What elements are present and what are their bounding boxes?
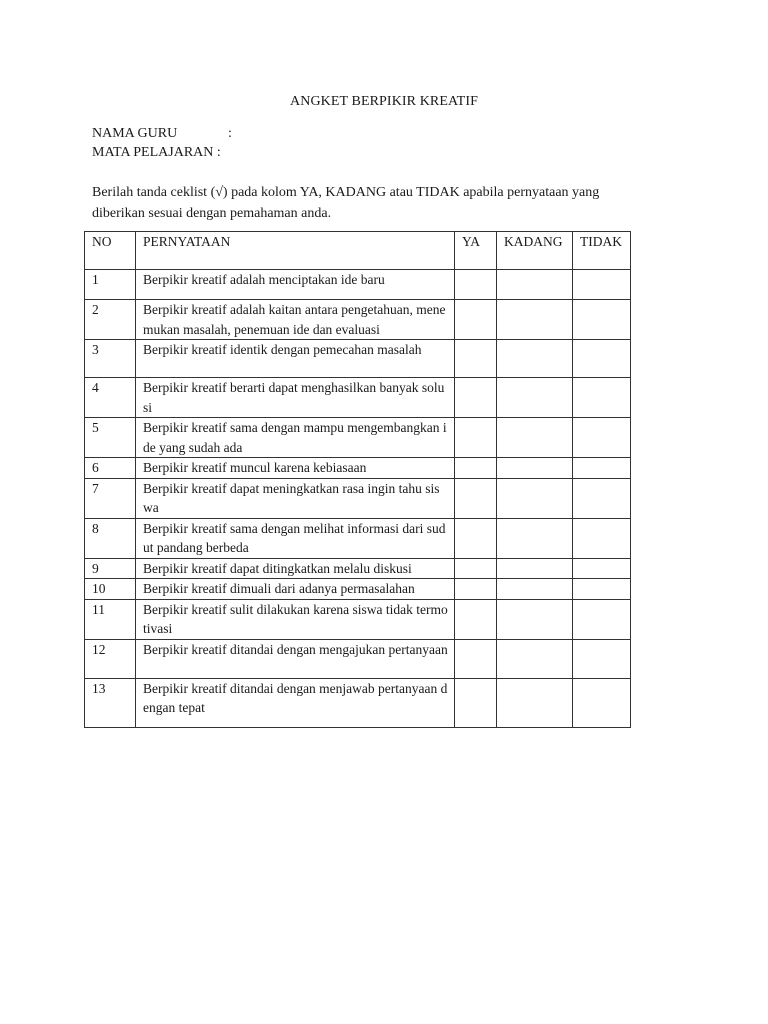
row-statement: Berpikir kreatif adalah kaitan antara pengetahuan, menemukan masalah, penemuan ide dan evaluasi [136,300,455,340]
answer-cell-tidak[interactable] [573,378,631,418]
answer-cell-ya[interactable] [455,579,497,600]
table-row [85,378,631,418]
answer-cell-kadang[interactable] [497,558,573,579]
answer-cell-ya[interactable] [455,270,497,300]
answer-cell-tidak[interactable] [573,340,631,378]
answer-cell-tidak[interactable] [573,558,631,579]
row-statement: Berpikir kreatif sama dengan mampu mengembangkan ide yang sudah ada [136,418,455,458]
answer-cell-tidak[interactable] [573,599,631,639]
row-statement: Berpikir kreatif ditandai dengan mengajukan pertanyaan [136,639,455,678]
instruction-text: Berilah tanda ceklist (√) pada kolom YA, KADANG atau TIDAK apabila pernyataan yang diberikan sesuai dengan pemahaman anda. [92,185,600,221]
survey-table [84,231,631,728]
document-title: ANGKET BERPIKIR KREATIF [290,94,478,109]
table-row [85,678,631,727]
row-statement: Berpikir kreatif dapat meningkatkan rasa ingin tahu siswa [136,478,455,518]
answer-cell-ya[interactable] [455,678,497,727]
row-number: 3 [85,340,136,378]
answer-cell-tidak[interactable] [573,458,631,479]
row-number: 7 [85,478,136,518]
answer-cell-tidak[interactable] [573,418,631,458]
answer-cell-tidak[interactable] [573,518,631,558]
teacher-name-field [92,124,232,143]
row-statement: Berpikir kreatif adalah menciptakan ide baru [136,270,455,300]
answer-cell-ya[interactable] [455,639,497,678]
table-row [85,458,631,479]
subject-field [92,143,221,162]
answer-cell-ya[interactable] [455,599,497,639]
answer-cell-kadang[interactable] [497,458,573,479]
answer-cell-ya[interactable] [455,478,497,518]
answer-cell-kadang[interactable] [497,270,573,300]
header-ya: YA [455,232,497,270]
answer-cell-tidak[interactable] [573,678,631,727]
teacher-name-label: NAMA GURU [92,126,178,141]
row-statement: Berpikir kreatif sulit dilakukan karena siswa tidak termotivasi [136,599,455,639]
row-number: 5 [85,418,136,458]
answer-cell-tidak[interactable] [573,639,631,678]
answer-cell-ya[interactable] [455,418,497,458]
table-row [85,639,631,678]
table-header-row [85,232,631,270]
row-statement: Berpikir kreatif muncul karena kebiasaan [136,458,455,479]
answer-cell-ya[interactable] [455,340,497,378]
header-kadang: KADANG [497,232,573,270]
answer-cell-ya[interactable] [455,378,497,418]
answer-cell-kadang[interactable] [497,518,573,558]
answer-cell-kadang[interactable] [497,599,573,639]
row-statement: Berpikir kreatif identik dengan pemecahan masalah [136,340,455,378]
row-number: 4 [85,378,136,418]
answer-cell-ya[interactable] [455,458,497,479]
table-row [85,518,631,558]
row-number: 1 [85,270,136,300]
answer-cell-ya[interactable] [455,300,497,340]
answer-cell-tidak[interactable] [573,270,631,300]
table-row [85,558,631,579]
answer-cell-tidak[interactable] [573,300,631,340]
row-statement: Berpikir kreatif dimuali dari adanya permasalahan [136,579,455,600]
answer-cell-kadang[interactable] [497,340,573,378]
answer-cell-kadang[interactable] [497,478,573,518]
header-no: NO [85,232,136,270]
header-statement: PERNYATAAN [136,232,455,270]
row-statement: Berpikir kreatif ditandai dengan menjawab pertanyaan dengan tepat [136,678,455,727]
row-number: 9 [85,558,136,579]
answer-cell-kadang[interactable] [497,678,573,727]
row-statement: Berpikir kreatif sama dengan melihat informasi dari sudut pandang berbeda [136,518,455,558]
header-tidak: TIDAK [573,232,631,270]
row-number: 10 [85,579,136,600]
answer-cell-tidak[interactable] [573,478,631,518]
table-row [85,478,631,518]
answer-cell-kadang[interactable] [497,579,573,600]
table-row [85,579,631,600]
table-row [85,270,631,300]
row-statement: Berpikir kreatif berarti dapat menghasilkan banyak solusi [136,378,455,418]
table-row [85,599,631,639]
row-number: 2 [85,300,136,340]
table-row [85,340,631,378]
answer-cell-ya[interactable] [455,518,497,558]
row-statement: Berpikir kreatif dapat ditingkatkan melalu diskusi [136,558,455,579]
answer-cell-kadang[interactable] [497,639,573,678]
answer-cell-kadang[interactable] [497,418,573,458]
row-number: 6 [85,458,136,479]
subject-label: MATA PELAJARAN : [92,145,221,160]
row-number: 13 [85,678,136,727]
answer-cell-tidak[interactable] [573,579,631,600]
table-row [85,418,631,458]
answer-cell-ya[interactable] [455,558,497,579]
table-row [85,300,631,340]
row-number: 12 [85,639,136,678]
answer-cell-kadang[interactable] [497,300,573,340]
row-number: 11 [85,599,136,639]
row-number: 8 [85,518,136,558]
teacher-name-colon: : [228,126,232,141]
answer-cell-kadang[interactable] [497,378,573,418]
